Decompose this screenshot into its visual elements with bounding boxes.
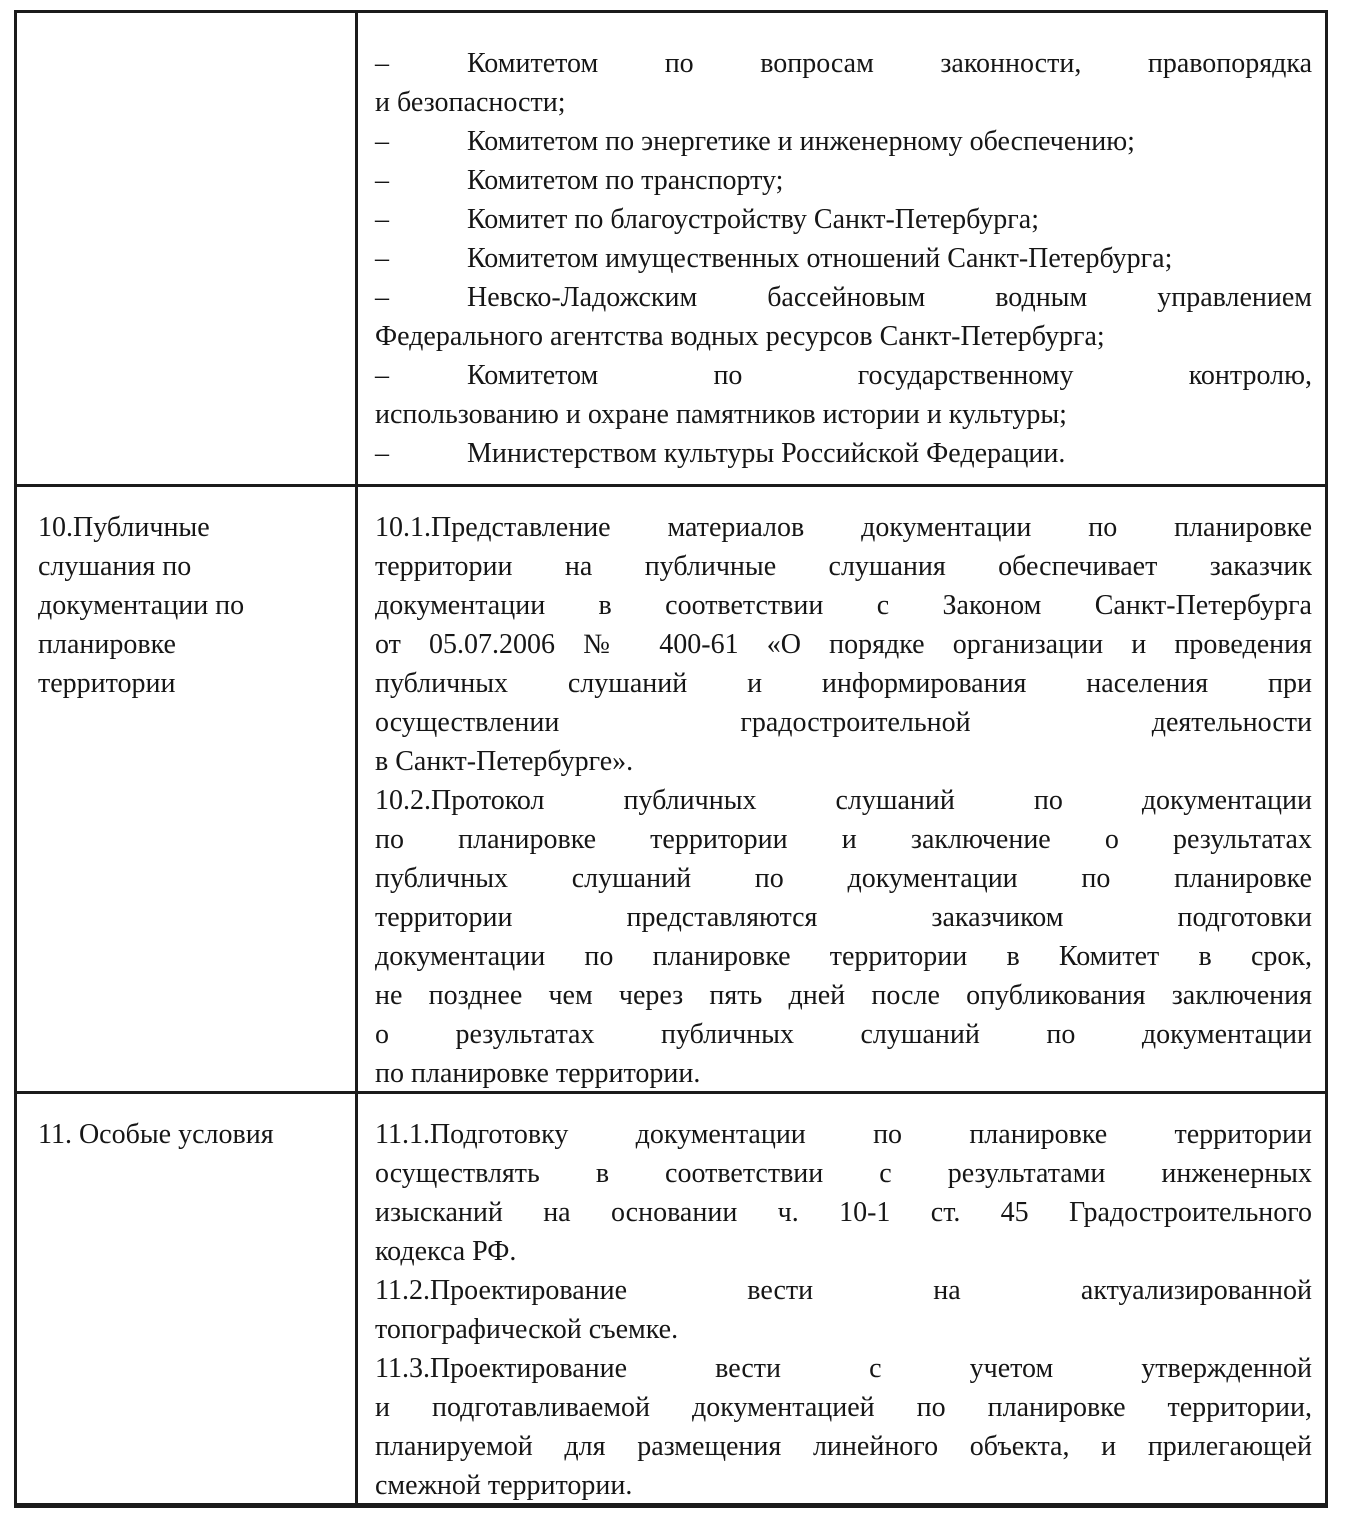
- paragraph: [375, 1271, 1312, 1349]
- text-line: использованию и охране памятников истории и культуры;: [375, 399, 1067, 430]
- dash-list-item: [375, 122, 1312, 161]
- paragraph: [375, 508, 1312, 781]
- row-label-line: планировке: [38, 629, 176, 661]
- text-line: смежной территории.: [375, 1470, 633, 1502]
- text-line: документации в соответствии с Законом Санкт-Петербурга: [375, 590, 1312, 622]
- dash-list-item: [375, 161, 1312, 200]
- row-label-line: 11. Особые условия: [38, 1119, 274, 1151]
- text-line: – Комитетом имущественных отношений Санкт-Петербурга;: [375, 243, 1173, 274]
- paragraph: [375, 1115, 1312, 1271]
- text-line: – Комитетом по транспорту;: [375, 165, 784, 196]
- tab-spacer: [389, 305, 467, 306]
- text-line: 11.2.Проектирование вести на актуализированной: [375, 1275, 1312, 1307]
- row-label-cell: [17, 13, 358, 484]
- text-line: – Комитетом по энергетике и инженерному обеспечению;: [375, 126, 1135, 157]
- text-line: территории на публичные слушания обеспечивает заказчик: [375, 551, 1312, 583]
- text-line: – Комитетом по вопросам законности, правопорядка: [375, 48, 1312, 79]
- row-label-line: документации по: [38, 590, 245, 622]
- dash-list-item: [375, 434, 1312, 473]
- row-approving-committees-continued: [17, 13, 1325, 484]
- dash-bullet-icon: –: [375, 282, 389, 313]
- text-line: от 05.07.2006 № 400-61 «О порядке организации и проведения: [375, 629, 1312, 661]
- tab-spacer: [389, 227, 467, 228]
- text-line: публичных слушаний по документации по планировке: [375, 863, 1312, 895]
- row-content-cell: [358, 13, 1325, 484]
- tab-spacer: [389, 266, 467, 267]
- text-line: – Комитет по благоустройству Санкт-Петербурга;: [375, 204, 1039, 235]
- text-line: – Невско-Ладожским бассейновым водным управлением: [375, 282, 1312, 313]
- text-line: изысканий на основании ч. 10-1 ст. 45 Градостроительного: [375, 1197, 1312, 1229]
- tab-spacer: [389, 188, 467, 189]
- text-line: 11.1.Подготовку документации по планировке территории: [375, 1119, 1312, 1151]
- text-line: территории представляются заказчиком подготовки: [375, 902, 1312, 934]
- tab-spacer: [389, 461, 467, 462]
- dash-bullet-icon: –: [375, 165, 389, 196]
- row-11-special-conditions: [17, 1091, 1325, 1503]
- text-line: кодекса РФ.: [375, 1236, 517, 1268]
- paragraph: [375, 1349, 1312, 1503]
- planning-assignment-table: [14, 10, 1328, 1508]
- dash-list-item: [375, 239, 1312, 278]
- text-line: и безопасности;: [375, 87, 566, 118]
- text-line: и подготавливаемой документацией по планировке территории,: [375, 1392, 1312, 1424]
- dash-bullet-icon: –: [375, 243, 389, 274]
- text-line: 10.1.Представление материалов документации по планировке: [375, 512, 1312, 544]
- text-line: – Комитетом по государственному контролю,: [375, 360, 1312, 391]
- row-label-cell: [17, 1094, 358, 1503]
- dash-list-item: [375, 278, 1312, 356]
- row-label-line: территории: [38, 668, 176, 700]
- dash-bullet-icon: –: [375, 438, 389, 469]
- text-line: 10.2.Протокол публичных слушаний по документации: [375, 785, 1312, 817]
- paragraph: [375, 781, 1312, 1091]
- dash-list-item: [375, 44, 1312, 122]
- dash-list-item: [375, 200, 1312, 239]
- text-line: осуществлять в соответствии с результатами инженерных: [375, 1158, 1312, 1190]
- row-label-cell: [17, 487, 358, 1091]
- dash-bullet-icon: –: [375, 204, 389, 235]
- dash-bullet-icon: –: [375, 126, 389, 157]
- dash-list-item: [375, 356, 1312, 434]
- text-line: по планировке территории.: [375, 1058, 701, 1090]
- text-line: – Министерством культуры Российской Федерации.: [375, 438, 1066, 469]
- text-line: осуществлении градостроительной деятельности: [375, 707, 1312, 739]
- row-label-line: слушания по: [38, 551, 192, 583]
- text-line: 11.3.Проектирование вести с учетом утвержденной: [375, 1353, 1312, 1385]
- text-line: о результатах публичных слушаний по документации: [375, 1019, 1312, 1051]
- text-line: Федерального агентства водных ресурсов Санкт-Петербурга;: [375, 321, 1105, 352]
- tab-spacer: [389, 383, 467, 384]
- text-line: по планировке территории и заключение о результатах: [375, 824, 1312, 856]
- tab-spacer: [389, 71, 467, 72]
- text-line: не позднее чем через пять дней после опубликования заключения: [375, 980, 1312, 1012]
- text-line: документации по планировке территории в Комитет в срок,: [375, 941, 1312, 973]
- row-content-cell: [358, 487, 1325, 1091]
- row-content-cell: [358, 1094, 1325, 1503]
- text-line: топографической съемке.: [375, 1314, 679, 1346]
- dash-bullet-icon: –: [375, 48, 389, 79]
- row-10-public-hearings: [17, 484, 1325, 1091]
- tab-spacer: [389, 149, 467, 150]
- text-line: публичных слушаний и информирования населения при: [375, 668, 1312, 700]
- row-label-line: 10.Публичные: [38, 512, 210, 544]
- text-line: в Санкт-Петербурге».: [375, 746, 634, 778]
- text-line: планируемой для размещения линейного объекта, и прилегающей: [375, 1431, 1312, 1463]
- dash-bullet-icon: –: [375, 360, 389, 391]
